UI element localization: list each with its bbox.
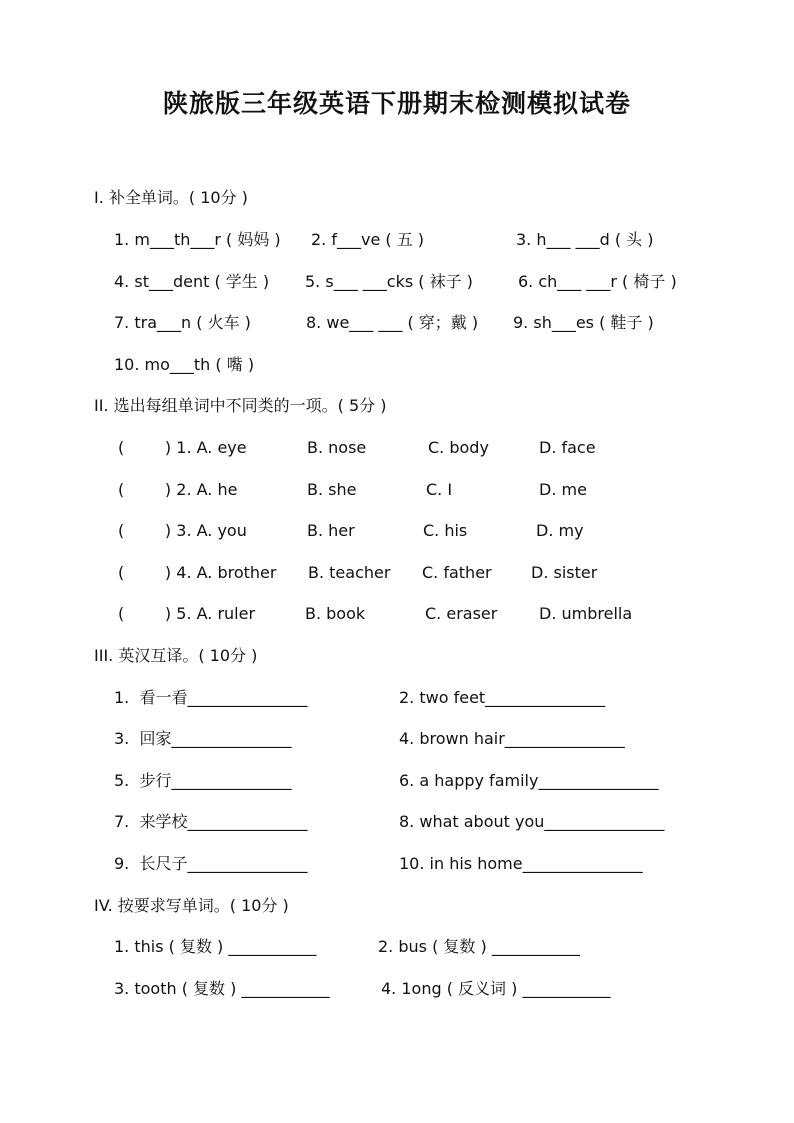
s4-item-4: 4. 1ong ( 反义词 ) ___________ xyxy=(381,979,611,998)
s3-item-3: 3. 回家_______________ xyxy=(114,729,292,748)
s1-item-2: 2. f___ve ( 五 ) xyxy=(311,230,425,249)
s2-q1-a: ( ) 1. A. eye xyxy=(118,438,247,457)
page-title: 陕旅版三年级英语下册期末检测模拟试卷 xyxy=(162,89,631,118)
s1-item-10: 10. mo___th ( 嘴 ) xyxy=(114,355,255,374)
s2-q5-c: C. eraser xyxy=(425,604,498,623)
s1-item-4: 4. st___dent ( 学生 ) xyxy=(114,272,270,291)
s1-item-8: 8. we___ ___ ( 穿；戴 ) xyxy=(306,313,479,332)
s2-q2-b: B. she xyxy=(307,480,357,499)
s4-item-3: 3. tooth ( 复数 ) ___________ xyxy=(114,979,330,998)
s2-q3-d: D. my xyxy=(536,521,584,540)
s2-q2-c: C. I xyxy=(426,480,453,499)
s3-item-5: 5. 步行_______________ xyxy=(114,771,292,790)
s3-item-4: 4. brown hair_______________ xyxy=(399,729,625,748)
section-1-heading: I. 补全单词。( 10分 ) xyxy=(94,188,248,207)
section-4-heading: IV. 按要求写单词。( 10分 ) xyxy=(94,896,289,915)
s3-item-9: 9. 长尺子_______________ xyxy=(114,854,308,873)
s3-item-2: 2. two feet_______________ xyxy=(399,688,606,707)
s3-item-1: 1. 看一看_______________ xyxy=(114,688,308,707)
s2-q5-a: ( ) 5. A. ruler xyxy=(118,604,256,623)
s2-q4-b: B. teacher xyxy=(308,563,391,582)
s1-item-3: 3. h___ ___d ( 头 ) xyxy=(516,230,654,249)
s3-item-10: 10. in his home_______________ xyxy=(399,854,643,873)
s2-q4-c: C. father xyxy=(422,563,492,582)
section-3-heading: III. 英汉互译。( 10分 ) xyxy=(94,646,258,665)
s4-item-2: 2. bus ( 复数 ) ___________ xyxy=(378,937,580,956)
s1-item-9: 9. sh___es ( 鞋子 ) xyxy=(513,313,654,332)
s2-q4-a: ( ) 4. A. brother xyxy=(118,563,277,582)
s2-q1-c: C. body xyxy=(428,438,489,457)
s1-item-5: 5. s___ ___cks ( 袜子 ) xyxy=(305,272,473,291)
s3-item-6: 6. a happy family_______________ xyxy=(399,771,659,790)
s2-q3-a: ( ) 3. A. you xyxy=(118,521,247,540)
s1-item-1: 1. m___th___r ( 妈妈 ) xyxy=(114,230,281,249)
s1-item-6: 6. ch___ ___r ( 椅子 ) xyxy=(518,272,677,291)
s3-item-7: 7. 来学校_______________ xyxy=(114,812,308,831)
s4-item-1: 1. this ( 复数 ) ___________ xyxy=(114,937,317,956)
s3-item-8: 8. what about you_______________ xyxy=(399,812,665,831)
s2-q1-d: D. face xyxy=(539,438,596,457)
s2-q5-d: D. umbrella xyxy=(539,604,633,623)
s2-q1-b: B. nose xyxy=(307,438,367,457)
s2-q3-c: C. his xyxy=(423,521,468,540)
s2-q3-b: B. her xyxy=(307,521,355,540)
s2-q2-a: ( ) 2. A. he xyxy=(118,480,238,499)
section-2-heading: II. 选出每组单词中不同类的一项。( 5分 ) xyxy=(94,396,387,415)
s2-q2-d: D. me xyxy=(539,480,587,499)
s2-q4-d: D. sister xyxy=(531,563,598,582)
s1-item-7: 7. tra___n ( 火车 ) xyxy=(114,313,251,332)
s2-q5-b: B. book xyxy=(305,604,366,623)
